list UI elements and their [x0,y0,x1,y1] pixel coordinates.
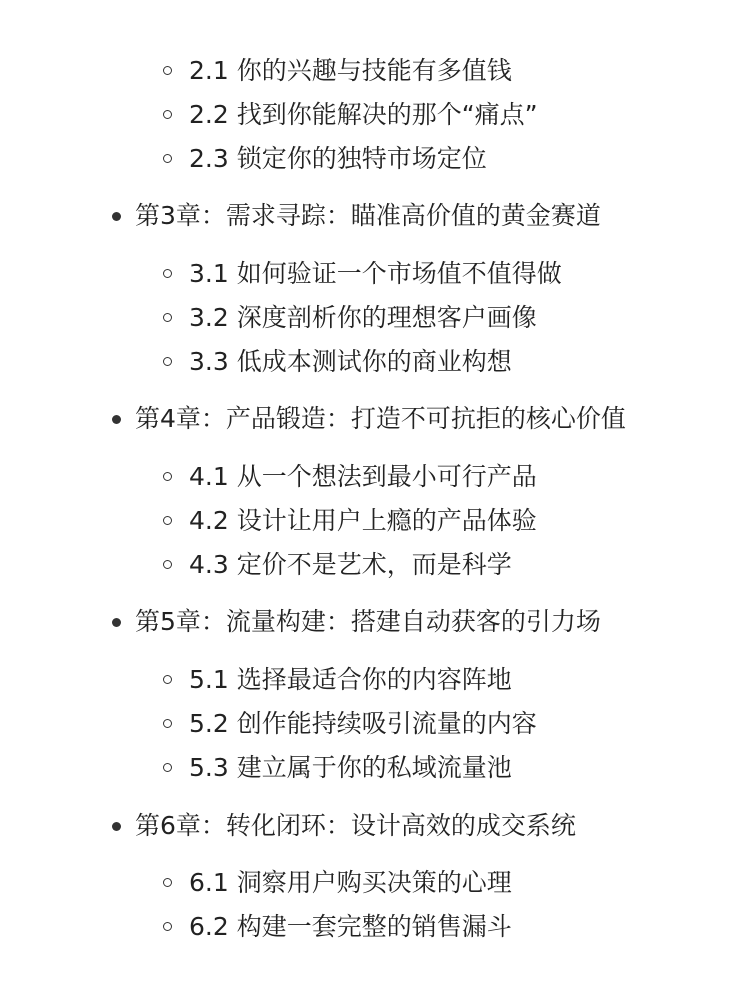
toc-item-label: 第5章：流量构建：搭建自动获客的引力场 [135,607,601,636]
toc-item-label: 6.1 洞察用户购买决策的心理 [189,868,512,897]
toc-item-label: 5.1 选择最适合你的内容阵地 [189,665,512,694]
circle-bullet-icon [163,313,172,322]
toc-item-label: 第6章：转化闭环：设计高效的成交系统 [135,811,576,840]
circle-bullet-icon [163,357,172,366]
toc-chapter-5 [112,609,601,634]
toc-section-5-2 [163,711,537,736]
disc-bullet-icon [112,212,121,221]
circle-bullet-icon [163,154,172,163]
disc-bullet-icon [112,822,121,831]
toc-item-label: 2.2 找到你能解决的那个“痛点” [189,100,538,129]
circle-bullet-icon [163,269,172,278]
toc-section-4-2 [163,508,537,533]
circle-bullet-icon [163,675,172,684]
toc-chapter-3 [112,203,601,228]
circle-bullet-icon [163,516,172,525]
toc-item-label: 4.3 定价不是艺术，而是科学 [189,550,512,579]
circle-bullet-icon [163,719,172,728]
toc-section-4-3 [163,552,512,577]
toc-item-label: 第3章：需求寻踪：瞄准高价值的黄金赛道 [135,201,601,230]
toc-item-label: 3.1 如何验证一个市场值不值得做 [189,259,562,288]
toc-item-label: 第4章：产品锻造：打造不可抗拒的核心价值 [135,404,626,433]
circle-bullet-icon [163,560,172,569]
toc-section-6-2 [163,914,512,939]
toc-chapter-6 [112,813,576,838]
circle-bullet-icon [163,472,172,481]
toc-section-3-2 [163,305,537,330]
circle-bullet-icon [163,110,172,119]
toc-section-2-3 [163,146,487,171]
toc-item-label: 4.1 从一个想法到最小可行产品 [189,462,537,491]
toc-item-label: 2.1 你的兴趣与技能有多值钱 [189,56,512,85]
circle-bullet-icon [163,878,172,887]
toc-section-2-1 [163,58,512,83]
circle-bullet-icon [163,66,172,75]
toc-section-3-3 [163,349,512,374]
circle-bullet-icon [163,922,172,931]
toc-item-label: 3.3 低成本测试你的商业构想 [189,347,512,376]
toc-item-label: 2.3 锁定你的独特市场定位 [189,144,487,173]
toc-section-6-1 [163,870,512,895]
toc-item-label: 5.3 建立属于你的私域流量池 [189,753,512,782]
circle-bullet-icon [163,763,172,772]
disc-bullet-icon [112,618,121,627]
toc-section-4-1 [163,464,537,489]
disc-bullet-icon [112,415,121,424]
toc-section-5-1 [163,667,512,692]
toc-item-label: 4.2 设计让用户上瘾的产品体验 [189,506,537,535]
toc-section-5-3 [163,755,512,780]
toc-section-3-1 [163,261,562,286]
toc-chapter-4 [112,406,626,431]
toc-item-label: 5.2 创作能持续吸引流量的内容 [189,709,537,738]
toc-item-label: 3.2 深度剖析你的理想客户画像 [189,303,537,332]
toc-item-label: 6.2 构建一套完整的销售漏斗 [189,912,512,941]
toc-section-2-2 [163,102,538,127]
